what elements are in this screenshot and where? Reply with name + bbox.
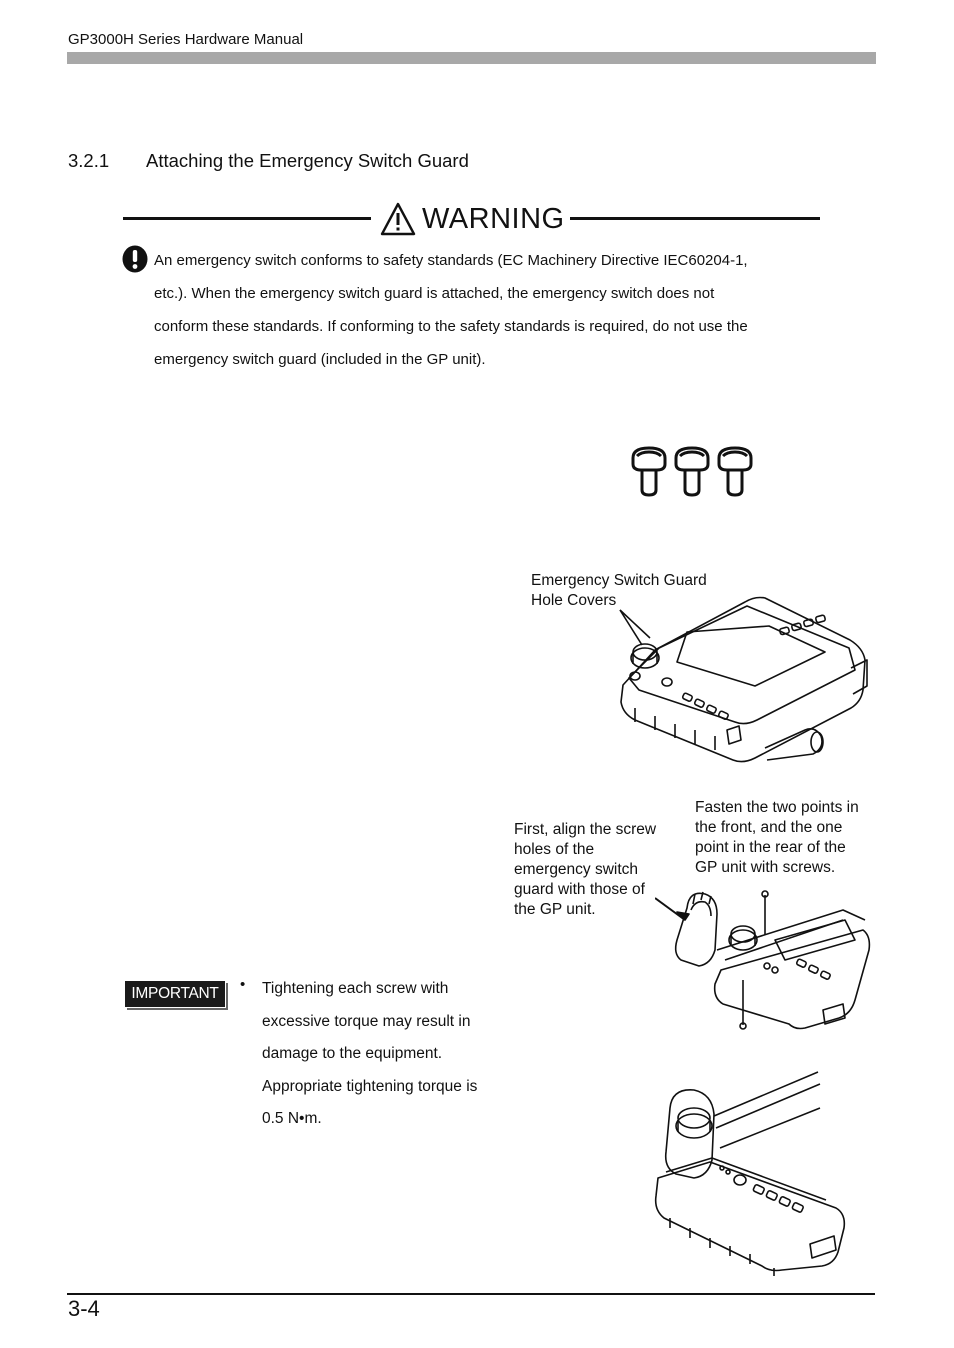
- warning-text: [154, 244, 834, 376]
- callout-line: Fasten the two points in: [695, 799, 859, 816]
- important-line: excessive torque may result in: [262, 1012, 471, 1030]
- callout-line: GP unit with screws.: [695, 859, 836, 876]
- warning-rule-right: [570, 217, 820, 220]
- callout-line: point in the rear of the: [695, 839, 846, 856]
- gp-unit-guard-attached-illustration: [650, 1068, 850, 1278]
- warning-line: emergency switch guard (included in the GP unit).: [154, 351, 486, 368]
- warning-label: WARNING: [422, 203, 565, 235]
- warning-line: etc.). When the emergency switch guard is attached, the emergency switch does not: [154, 285, 715, 302]
- screw-icon: [676, 448, 708, 495]
- important-text: [262, 973, 512, 1136]
- bullet: •: [240, 976, 246, 993]
- important-line: Tightening each screw with: [262, 980, 449, 997]
- callout-line: Emergency Switch Guard: [531, 572, 707, 589]
- section-title: Attaching the Emergency Switch Guard: [146, 150, 469, 171]
- important-line: Appropriate tightening torque is: [262, 1077, 478, 1095]
- callout-line: Hole Covers: [531, 592, 617, 609]
- footer-rule: [67, 1293, 875, 1295]
- screw-icon: [719, 448, 751, 495]
- exclamation-alert-icon: [122, 245, 148, 273]
- callout-line: guard with those of: [514, 881, 645, 898]
- gp-unit-illustration-top: [615, 590, 873, 770]
- important-badge: [124, 980, 228, 1010]
- callout-fasten: [695, 798, 875, 878]
- callout-line: the GP unit.: [514, 901, 596, 918]
- screw-icon: [633, 448, 665, 495]
- page-number: 3-4: [68, 1296, 100, 1321]
- callout-line: First, align the screw: [514, 821, 657, 838]
- important-line: damage to the equipment.: [262, 1045, 443, 1062]
- warning-line: An emergency switch conforms to safety standards (EC Machinery Directive IEC60204-1,: [154, 252, 748, 269]
- warning-triangle-icon: [380, 202, 416, 236]
- callout-line: the front, and the one: [695, 819, 843, 836]
- important-label: IMPORTANT: [125, 981, 225, 1007]
- callout-line: emergency switch: [514, 861, 639, 878]
- warning-line: conform these standards. If conforming to the safety standards is required, do not use the: [154, 318, 748, 335]
- callout-line: holes of the: [514, 841, 595, 858]
- gp-unit-guard-attach-illustration: [655, 880, 873, 1040]
- warning-rule-left: [123, 217, 371, 220]
- important-line: 0.5 N•m.: [262, 1110, 322, 1127]
- screws-illustration: [627, 444, 757, 498]
- header-title: GP3000H Series Hardware Manual: [68, 31, 304, 48]
- header-bar: [67, 52, 876, 64]
- section-heading: [68, 150, 469, 172]
- section-number: 3.2.1: [68, 150, 110, 171]
